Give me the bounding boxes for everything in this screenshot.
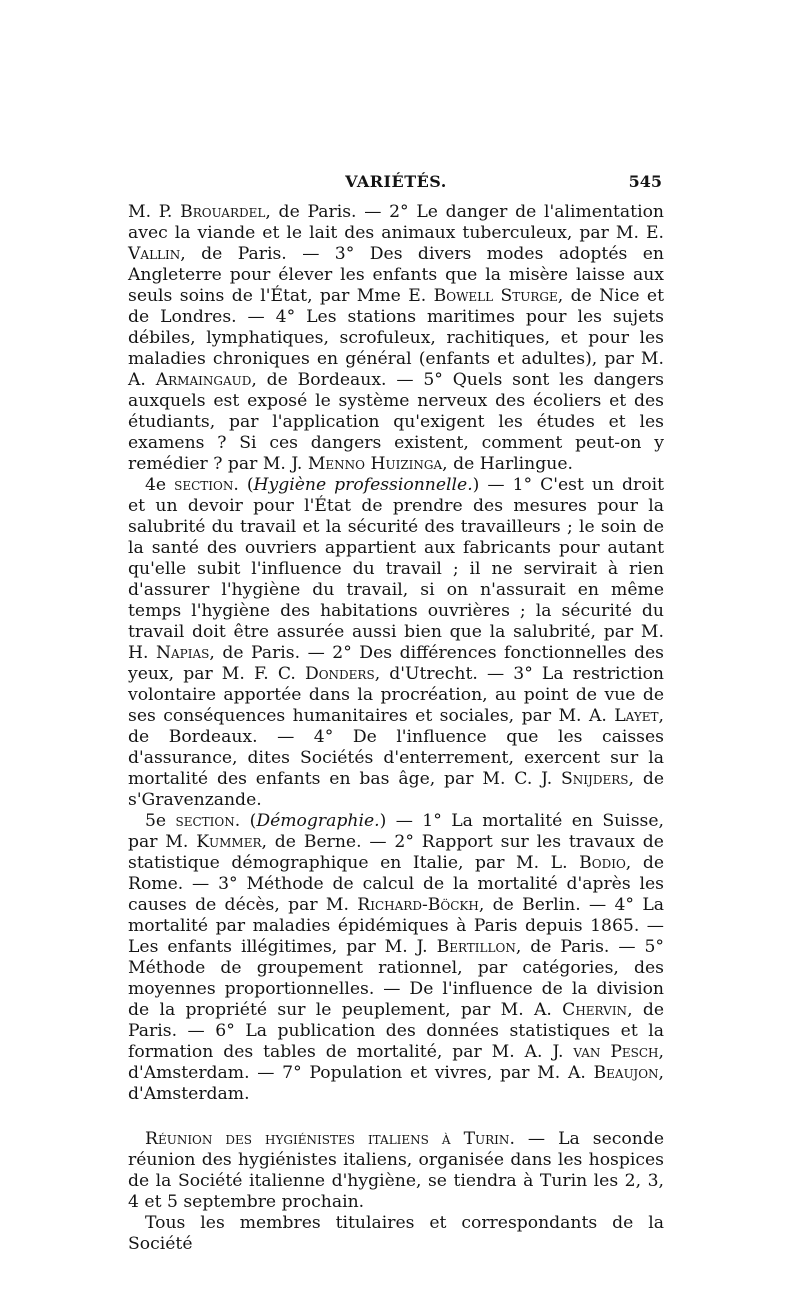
text-run: , d'Utrecht. — 3° La restriction volontaire apportée dans la procréation, au point de vue de ses conséquences humanitaires et sociales, par M. A. [128,664,664,726]
name-smallcaps: Brouardel [180,202,266,222]
page-header [128,168,664,202]
text-run: , de Paris. — 3° Des divers modes adoptés en Angleterre pour élever les enfants que la misère laisse aux seuls soins de l'État, par Mme E. [128,244,664,306]
name-smallcaps: section [175,811,235,831]
text-run: , de Paris. — 6° La publication des données statistiques et la formation des tables de mortalité, par M. A. J. [128,1000,665,1062]
paragraph [128,475,664,811]
name-smallcaps: Réunion des hygiénistes italiens à Turin [145,1129,510,1149]
name-smallcaps: Armaingaud [155,370,252,390]
paragraph [128,202,664,475]
name-smallcaps: Bowell Sturge [433,286,558,306]
text-run: , de Paris. — 5° Méthode de groupement rationnel, par catégories, des moyennes proportionnelles. — De l'influence de la division de la propriété sur le peuplement, par M. A. [128,937,664,1020]
text-run: . ( [233,475,254,495]
name-smallcaps: Richard-Böckh [357,895,479,915]
name-smallcaps: Donders [304,664,375,684]
section-title-italic: Hygiène professionnelle. [253,475,473,495]
name-smallcaps: Kummer [196,832,262,852]
body-text [128,202,664,1255]
text-run: , de Paris. — 2° Des différences fonctionnelles des yeux, par M. F. C. [128,643,664,684]
section-gap [128,1105,664,1129]
text-run: , de Nice et de Londres. — 4° Les stations maritimes pour les sujets débiles, lymphatiques, scrofuleux, rachitiques, et pour les maladies chroniques en général (enfants et adultes), par M. A. [128,286,664,390]
document-page [128,168,664,1255]
text-run: M. P. [128,202,181,222]
text-run: , de Berne. — 2° Rapport sur les travaux de statistique démographique en Italie, par M. L. [128,832,664,873]
running-head: VARIÉTÉS. [345,172,447,191]
name-smallcaps: van Pesch [573,1042,659,1062]
text-run: , de Bordeaux. — 4° De l'influence que les caisses d'assurance, dites Sociétés d'enterrement, exercent sur la mortalité des enfants en bas âge, par M. C. J. [128,706,664,789]
text-run: , de Bordeaux. — 5° Quels sont les dangers auxquels est exposé le système nerveux des écoliers et des étudiants, par l'application qu'exigent les études et les examens ? Si ces dangers existent, comment peut-on y remédier ? par M. J. [128,370,665,474]
section-title-italic: Démographie. [256,811,380,831]
text-run: . ( [234,811,257,831]
text-run: 4e [145,475,175,495]
text-run: , d'Amsterdam. — 7° Population et vivres, par M. A. [128,1042,664,1083]
paragraph [128,1213,664,1255]
name-smallcaps: Bodio [579,853,626,873]
text-run: ) — 1° La mortalité en Suisse, par M. [128,811,664,852]
name-smallcaps: Layet [614,706,659,726]
name-smallcaps: Snijders [561,769,629,789]
name-smallcaps: Vallin [128,244,181,264]
text-run: , de Berlin. — 4° La mortalité par maladies épidémiques à Paris depuis 1865. — Les enfants illégitimes, par M. J. [128,895,664,957]
text-run: , d'Amsterdam. [128,1063,664,1104]
name-smallcaps: Napias [155,643,210,663]
page-number: 545 [628,172,662,191]
paragraph [128,811,664,1105]
paragraph [128,1129,664,1213]
text-run: Tous les membres titulaires et correspondants de la Société [128,1213,664,1254]
name-smallcaps: Menno Huizinga [307,454,443,474]
name-smallcaps: section [174,475,234,495]
text-run: 5e [145,811,176,831]
text-run: , de Rome. — 3° Méthode de calcul de la mortalité d'après les causes de décès, par M. [128,853,664,915]
text-run: , de Harlingue. [442,454,573,474]
text-run: ) — 1° C'est un droit et un devoir pour l'État de prendre des mesures pour la salubrité du travail et la sécurité des travailleurs ; le soin de la santé des ouvriers appartient aux fabricants pour autant qu'elle subit l'influence du travail ; il ne servirait à rien d'assurer l'hygiène du travail, si on n'assurait en même temps l'hygiène des habitations ouvrières ; la sécurité du travail doit être assurée aussi bien que la salubrité, par M. H. [128,475,664,663]
text-run: . — La seconde réunion des hygiénistes italiens, organisée dans les hospices de la Société italienne d'hygiène, se tiendra à Turin les 2, 3, 4 et 5 septembre prochain. [128,1129,664,1212]
text-run: , de s'Gravenzande. [128,769,664,810]
name-smallcaps: Bertillon [436,937,516,957]
name-smallcaps: Beaujon [593,1063,659,1083]
text-run: , de Paris. — 2° Le danger de l'alimentation avec la viande et le lait des animaux tuberculeux, par M. E. [128,202,664,243]
name-smallcaps: Chervin [562,1000,628,1020]
